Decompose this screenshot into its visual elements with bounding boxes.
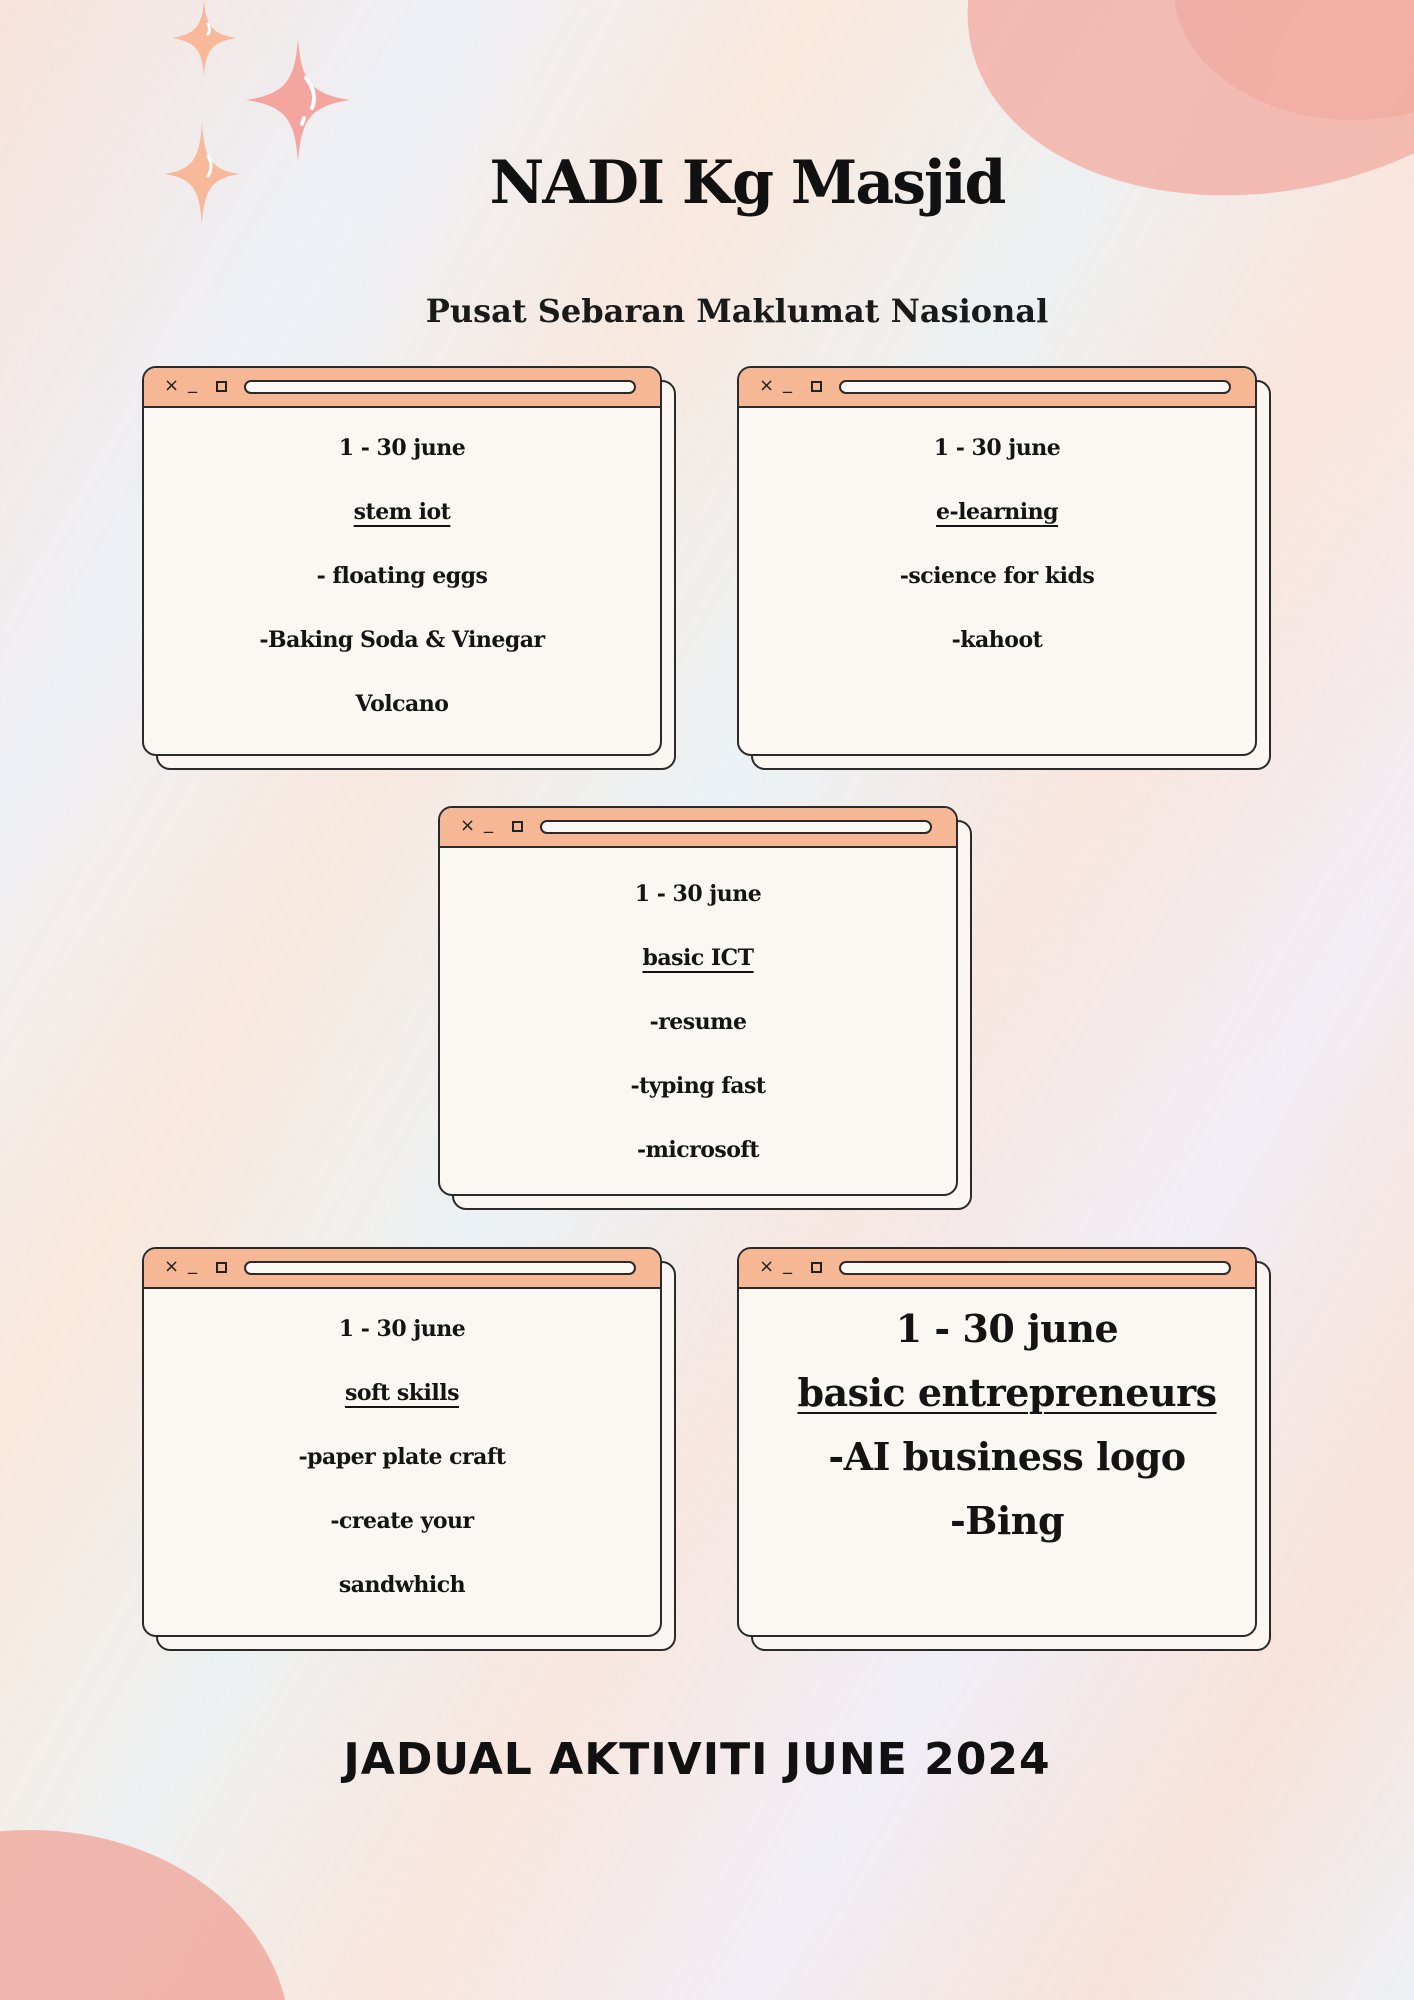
sparkle-icon: [172, 0, 236, 76]
decorative-blob-bottom: [0, 1830, 290, 2000]
minimize-icon: _: [484, 813, 493, 834]
address-bar: [839, 1261, 1231, 1275]
activity-card-basic-entrepreneurs: [737, 1247, 1257, 1637]
minimize-icon: _: [783, 1254, 792, 1275]
minimize-icon: _: [783, 373, 792, 394]
card-window: [142, 366, 662, 756]
sparkle-large-icon: [246, 38, 350, 162]
maximize-icon: [216, 1262, 227, 1273]
card-topic: basic entrepreneurs: [797, 1370, 1217, 1415]
close-icon: ×: [164, 375, 180, 396]
card-content: [144, 408, 660, 736]
window-title-bar: [440, 808, 956, 848]
page-title: NADI Kg Masjid: [489, 148, 1005, 218]
card-date: 1 - 30 june: [634, 881, 762, 907]
card-item: -microsoft: [636, 1137, 760, 1163]
page-subtitle: Pusat Sebaran Maklumat Nasional: [425, 292, 1049, 330]
card-item: -kahoot: [951, 627, 1043, 653]
card-item: - floating eggs: [316, 563, 488, 589]
card-item: -science for kids: [899, 563, 1095, 589]
address-bar: [244, 1261, 636, 1275]
card-date: 1 - 30 june: [338, 1316, 466, 1342]
card-item: Volcano: [355, 691, 449, 717]
card-item: sandwhich: [338, 1572, 466, 1598]
card-item: -resume: [649, 1009, 747, 1035]
card-content: [739, 1289, 1255, 1553]
close-icon: ×: [759, 1256, 775, 1277]
activity-card-e-learning: [737, 366, 1257, 756]
card-content: [440, 848, 956, 1182]
address-bar: [540, 820, 932, 834]
card-topic: stem iot: [353, 499, 451, 525]
card-date: 1 - 30 june: [933, 435, 1061, 461]
card-window: [438, 806, 958, 1196]
card-window: [142, 1247, 662, 1637]
card-window: [737, 1247, 1257, 1637]
card-window: [737, 366, 1257, 756]
activity-card-stem-iot: [142, 366, 662, 756]
minimize-icon: _: [188, 1254, 197, 1275]
minimize-icon: _: [188, 373, 197, 394]
card-date: 1 - 30 june: [338, 435, 466, 461]
card-date: 1 - 30 june: [895, 1306, 1119, 1351]
maximize-icon: [811, 1262, 822, 1273]
card-topic: e-learning: [935, 499, 1059, 525]
card-topic: soft skills: [345, 1380, 459, 1406]
window-title-bar: [144, 368, 660, 408]
address-bar: [839, 380, 1231, 394]
activity-card-basic-ict: [438, 806, 958, 1196]
card-item: -create your: [330, 1508, 474, 1534]
close-icon: ×: [164, 1256, 180, 1277]
window-title-bar: [739, 368, 1255, 408]
card-item: -AI business logo: [828, 1434, 1186, 1479]
close-icon: ×: [759, 375, 775, 396]
maximize-icon: [512, 821, 523, 832]
window-title-bar: [144, 1249, 660, 1289]
close-icon: ×: [460, 815, 476, 836]
footer-schedule-title: JADUAL AKTIVITI JUNE 2024: [343, 1734, 1051, 1785]
card-content: [739, 408, 1255, 672]
activity-card-soft-skills: [142, 1247, 662, 1637]
card-item: -paper plate craft: [298, 1444, 506, 1470]
card-item: -Bing: [949, 1498, 1065, 1543]
window-title-bar: [739, 1249, 1255, 1289]
card-item: -Baking Soda & Vinegar: [259, 627, 545, 653]
card-item: -typing fast: [630, 1073, 766, 1099]
card-content: [144, 1289, 660, 1617]
maximize-icon: [811, 381, 822, 392]
maximize-icon: [216, 381, 227, 392]
card-topic: basic ICT: [642, 945, 754, 971]
address-bar: [244, 380, 636, 394]
